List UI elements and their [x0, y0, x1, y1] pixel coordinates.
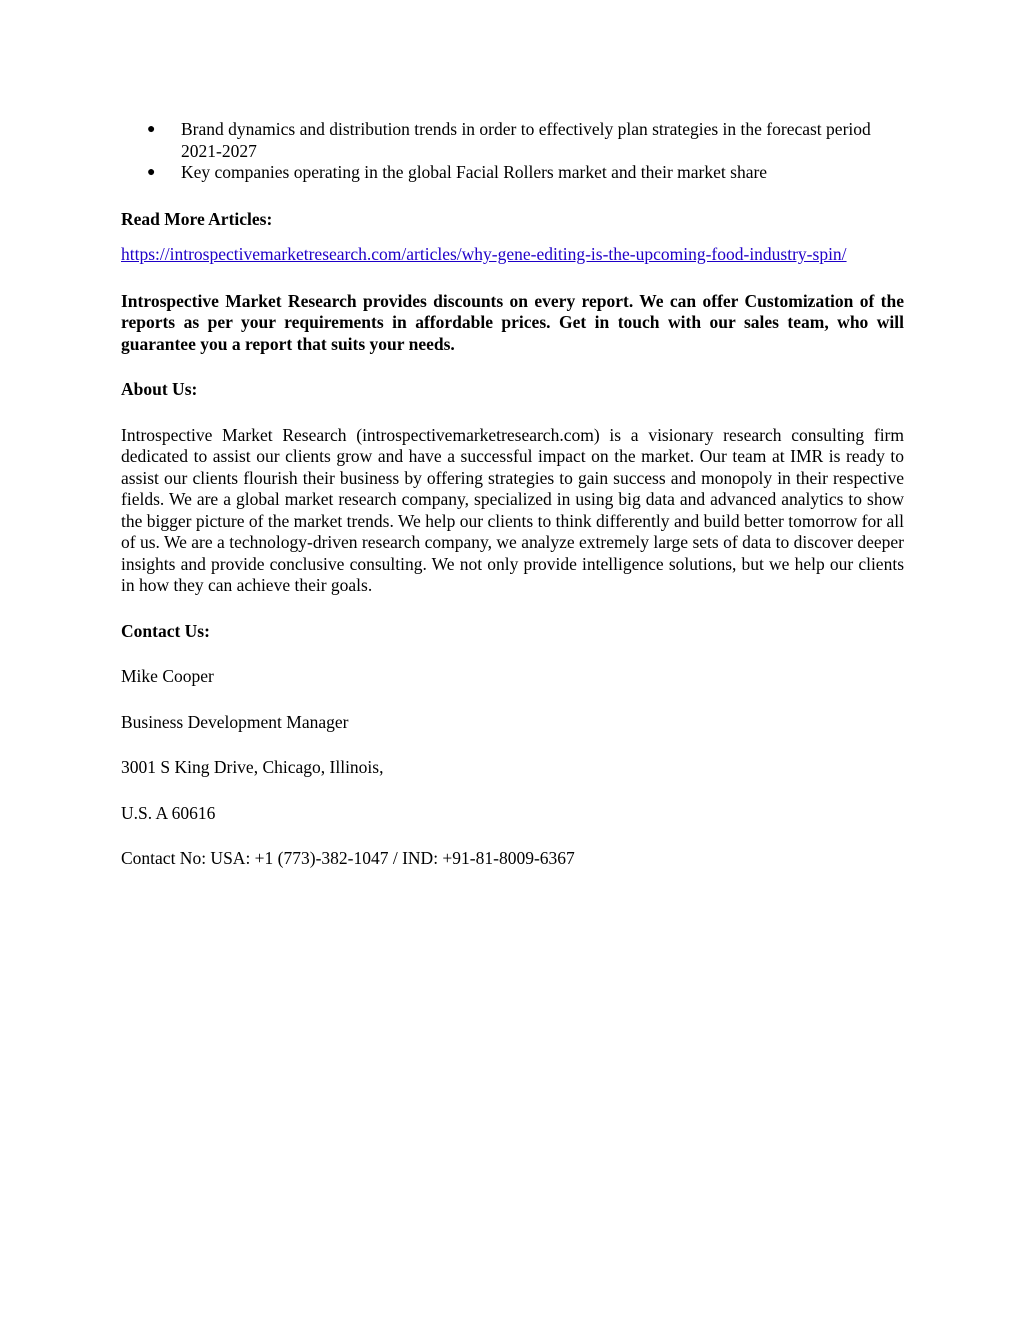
contact-name: Mike Cooper — [121, 666, 214, 686]
contact-title: Business Development Manager — [121, 711, 349, 732]
document-page — [121, 119, 904, 870]
about-heading: About Us: — [121, 379, 198, 399]
bullet-item — [147, 162, 904, 184]
contact-address: 3001 S King Drive, Chicago, Illinois, — [121, 757, 384, 777]
bullet-text: Brand dynamics and distribution trends in order to effectively plan strategies in the forecast period 2021-2027 — [181, 119, 871, 161]
contact-zip: U.S. A 60616 — [121, 802, 216, 823]
bullet-icon: ● — [147, 165, 156, 180]
read-more-heading: Read More Articles: — [121, 208, 273, 229]
bullet-text: Key companies operating in the global Facial Rollers market and their market share — [181, 162, 768, 182]
about-paragraph: Introspective Market Research (introspectivemarketresearch.com) is a visionary research consulting firm dedicated to assist our clients grow and have a successful impact on the market. Our team at IMR is ready to assist our clients flourish their business by offering strategies to gain success and monopoly in their respective fields. We are a global market research company, specialized in using big data and advanced analytics to show the bigger picture of the market trends. We help our clients to think differently and build better tomorrow for all of us. We are a technology-driven research company, we analyze extremely large sets of data to discover deeper insights and provide conclusive consulting. We not only provide intelligence solutions, but we help our clients in how they can achieve their goals. — [121, 424, 904, 595]
contact-phone: Contact No: USA: +1 (773)-382-1047 / IND: +91-81-8009-6367 — [121, 848, 575, 868]
bullet-item — [147, 119, 904, 162]
contact-heading: Contact Us: — [121, 620, 210, 641]
feature-bullet-list — [121, 119, 904, 184]
bullet-icon: ● — [147, 122, 156, 137]
article-link[interactable]: https://introspectivemarketresearch.com/articles/why-gene-editing-is-the-upcoming-food-industry-spin/ — [121, 244, 847, 264]
discount-paragraph: Introspective Market Research provides discounts on every report. We can offer Customization of the reports as per your requirements in affordable prices. Get in touch with our sales team, who will guarantee you a report that suits your needs. — [121, 290, 904, 354]
